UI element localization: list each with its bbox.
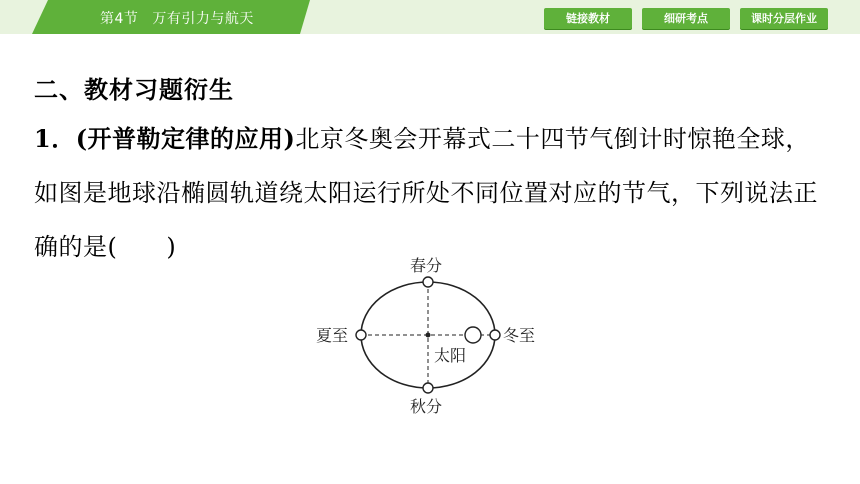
orbit-diagram: [300, 250, 570, 425]
question-text: 北京冬奥会开幕式二十四节气倒计时惊艳全球，如图是地球沿椭圆轨道绕太阳运行所处不同位置对应的节气，下列说法正确的是( ): [34, 125, 818, 261]
earth-autumn: [423, 383, 433, 393]
question-tag: (开普勒定律的应用): [75, 124, 296, 153]
nav-link-textbook[interactable]: 链接教材: [544, 8, 632, 29]
nav-key-points[interactable]: 细研考点: [642, 8, 730, 29]
top-banner: [0, 0, 860, 34]
sun-marker: [465, 327, 481, 343]
earth-winter: [490, 330, 500, 340]
nav-homework[interactable]: 课时分层作业: [740, 8, 828, 29]
section-number: 第4节: [100, 11, 139, 27]
section-heading: 二、教材习题衍生: [34, 76, 234, 104]
earth-summer: [356, 330, 366, 340]
label-spring: 春分: [410, 256, 443, 275]
chapter-title: [100, 8, 254, 28]
center-point: [426, 333, 431, 338]
earth-spring: [423, 277, 433, 287]
question-number: 1．: [34, 124, 76, 153]
label-winter: 冬至: [503, 326, 536, 345]
label-autumn: 秋分: [410, 397, 443, 416]
label-summer: 夏至: [316, 326, 349, 345]
label-sun: 太阳: [434, 346, 467, 365]
section-title: 万有引力与航天: [152, 11, 254, 27]
